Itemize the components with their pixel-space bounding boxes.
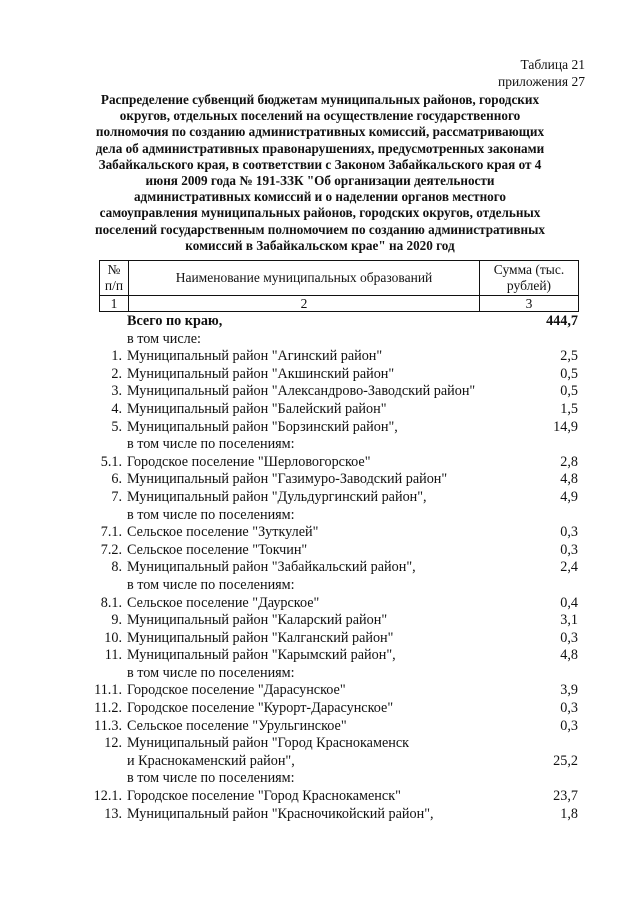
row-name <box>127 788 494 806</box>
table-row <box>99 595 579 613</box>
row-name-line: Сельское поселение "Даурское" <box>127 594 320 611</box>
row-name-line: в том числе: <box>127 330 201 347</box>
table-row <box>99 559 579 577</box>
row-number: 2. <box>111 365 122 382</box>
row-name <box>127 612 494 630</box>
row-sum: 1,5 <box>560 400 578 417</box>
row-name-line: Сельское поселение "Токчин" <box>127 541 308 558</box>
row-name-line: Муниципальный район "Газимуро-Заводский район" <box>127 471 448 488</box>
row-number: 9. <box>111 612 122 629</box>
row-name-line: Муниципальный район "Забайкальский район", <box>127 559 416 576</box>
table-row <box>94 682 579 700</box>
row-name <box>127 647 494 665</box>
document-title: Распределение субвенций бюджетам муниципальных районов, городских округов, отдельных поселений на осуществление государственного полномочия по созданию административных комиссий, рассматривающих дела об административных правонарушениях, предусмотренных законами Забайкальского края, в соответствии с Законом Забайкальского края от 4 июня 2009 года № 191-ЗЗК "Об организации деятельности административных комиссий и о наделении органов местного самоуправления муниципальных районов, городских округов, отдельных поселений государственным полномочием по созданию административных комиссий в Забайкальском крае" на 2020 год <box>94 92 545 253</box>
row-number: 7. <box>111 488 122 505</box>
row-number: 8.1. <box>100 594 122 611</box>
row-sum: 4,8 <box>560 647 578 664</box>
table-row <box>99 348 579 366</box>
table-row <box>99 577 579 595</box>
row-name <box>127 454 494 472</box>
table-row <box>99 471 579 489</box>
row-number: 12.1. <box>93 788 122 805</box>
row-sum: 0,4 <box>560 594 578 611</box>
table-row <box>99 647 579 665</box>
row-name-line: в том числе по поселениям: <box>127 664 295 681</box>
row-name-line: Муниципальный район "Александрово-Заводский район" <box>127 383 476 400</box>
row-name-line: Муниципальный район "Агинский район" <box>127 348 383 365</box>
row-name-line: Муниципальный район "Красночикойский район", <box>127 805 434 822</box>
row-sum: 14,9 <box>553 418 578 435</box>
table-header <box>99 260 579 312</box>
row-number: 3. <box>111 383 122 400</box>
row-number: 10. <box>104 629 122 646</box>
row-sum: 2,5 <box>560 348 578 365</box>
row-number: 11.3. <box>94 717 122 734</box>
row-name-line: Муниципальный район "Город Краснокаменск <box>127 735 410 752</box>
table-row <box>99 806 579 824</box>
row-name-line: Муниципальный район "Карымский район", <box>127 647 396 664</box>
row-name <box>127 383 494 401</box>
row-name-line: в том числе по поселениям: <box>127 436 295 453</box>
row-number: 4. <box>111 400 122 417</box>
row-name <box>127 524 494 542</box>
row-name-line: Городское поселение "Курорт-Дарасунское" <box>127 700 394 717</box>
row-name-line: в том числе по поселениям: <box>127 576 295 593</box>
header-col-index-3: 3 <box>480 296 579 312</box>
row-name <box>127 770 494 788</box>
row-name-line: Муниципальный район "Балейский район" <box>127 400 387 417</box>
table-body <box>93 313 579 823</box>
row-number: 6. <box>111 471 122 488</box>
row-sum: 3,9 <box>560 682 578 699</box>
row-name-line: Городское поселение "Город Краснокаменск" <box>127 788 401 805</box>
row-number: 5.1. <box>100 453 122 470</box>
row-name-line: в том числе по поселениям: <box>127 506 295 523</box>
row-name <box>127 348 494 366</box>
row-name-line: Всего по краю, <box>127 313 223 329</box>
row-sum: 0,5 <box>560 365 578 382</box>
row-sum: 4,8 <box>560 471 578 488</box>
row-sum: 1,8 <box>560 805 578 822</box>
row-sum: 23,7 <box>553 788 578 805</box>
row-number: 7.1. <box>100 524 122 541</box>
table-row <box>99 454 579 472</box>
row-sum: 0,5 <box>560 383 578 400</box>
row-number: 13. <box>104 805 122 822</box>
row-name-line: Городское поселение "Дарасунское" <box>127 682 346 699</box>
row-name <box>127 718 494 736</box>
row-name <box>127 700 494 718</box>
row-number: 1. <box>111 348 122 365</box>
row-sum: 3,1 <box>560 612 578 629</box>
table-row <box>99 524 579 542</box>
row-number: 11.1. <box>94 682 122 699</box>
row-name-line: Городское поселение "Шерловогорское" <box>127 453 371 470</box>
row-name <box>127 595 494 613</box>
table-row <box>99 612 579 630</box>
appendix-number: приложения 27 <box>497 74 585 89</box>
header-col-index-2: 2 <box>129 296 480 312</box>
row-sum: 0,3 <box>560 541 578 558</box>
table-reference <box>498 56 585 90</box>
row-sum: 0,3 <box>560 629 578 646</box>
row-name-line: Муниципальный район "Калганский район" <box>127 629 394 646</box>
table-row <box>99 542 579 560</box>
row-name <box>127 366 494 384</box>
row-name-line: Сельское поселение "Урульгинское" <box>127 717 347 734</box>
row-name <box>127 806 494 824</box>
row-name <box>127 471 494 489</box>
table-row <box>99 419 579 437</box>
row-name <box>127 735 494 770</box>
row-name <box>127 577 494 595</box>
row-sum: 444,7 <box>546 313 578 329</box>
row-sum: 25,2 <box>553 752 578 769</box>
table-row <box>99 770 579 788</box>
table-row <box>99 383 579 401</box>
row-sum: 2,8 <box>560 453 578 470</box>
table-row <box>99 665 579 683</box>
row-number: 8. <box>111 559 122 576</box>
row-name <box>127 401 494 419</box>
row-name-line: Сельское поселение "Зуткулей" <box>127 524 319 541</box>
table-number: Таблица 21 <box>520 57 585 72</box>
row-name <box>127 507 494 525</box>
row-name <box>127 542 494 560</box>
row-number: 11.2. <box>94 700 122 717</box>
row-name <box>127 419 494 437</box>
row-name <box>127 665 494 683</box>
row-number: 12. <box>104 735 122 752</box>
header-name: Наименование муниципальных образований <box>129 261 480 296</box>
table-row <box>99 507 579 525</box>
table-row <box>99 489 579 507</box>
row-sum: 4,9 <box>560 488 578 505</box>
table-row <box>99 313 579 331</box>
header-sum: Сумма (тыс. рублей) <box>480 261 579 296</box>
header-col-index-1: 1 <box>100 296 129 312</box>
row-name-line: Муниципальный район "Акшинский район" <box>127 365 395 382</box>
row-name <box>127 630 494 648</box>
header-number: № п/п <box>100 261 129 296</box>
table-row <box>99 401 579 419</box>
table-row <box>93 788 579 806</box>
row-name-line: в том числе по поселениям: <box>127 770 295 787</box>
row-sum: 0,3 <box>560 700 578 717</box>
row-name-line: Муниципальный район "Каларский район" <box>127 612 388 629</box>
table-row <box>99 436 579 454</box>
row-name <box>127 436 494 454</box>
table-row <box>99 331 579 349</box>
row-name <box>127 489 494 507</box>
row-number: 5. <box>111 418 122 435</box>
row-sum: 0,3 <box>560 717 578 734</box>
table-row <box>99 366 579 384</box>
table-row <box>94 717 579 736</box>
row-name-line: Муниципальный район "Борзинский район", <box>127 418 398 435</box>
row-name <box>127 682 494 700</box>
row-name <box>127 331 494 349</box>
row-name <box>127 313 494 331</box>
row-number: 11. <box>104 647 122 664</box>
row-name-line: Муниципальный район "Дульдургинский район", <box>127 488 427 505</box>
row-name <box>127 559 494 577</box>
row-number: 7.2. <box>100 541 122 558</box>
table-row <box>99 735 579 770</box>
table-row <box>94 700 579 718</box>
table-row <box>99 630 579 648</box>
row-sum: 0,3 <box>560 524 578 541</box>
row-name-line: и Краснокаменский район", <box>127 752 295 769</box>
row-sum: 2,4 <box>560 559 578 576</box>
